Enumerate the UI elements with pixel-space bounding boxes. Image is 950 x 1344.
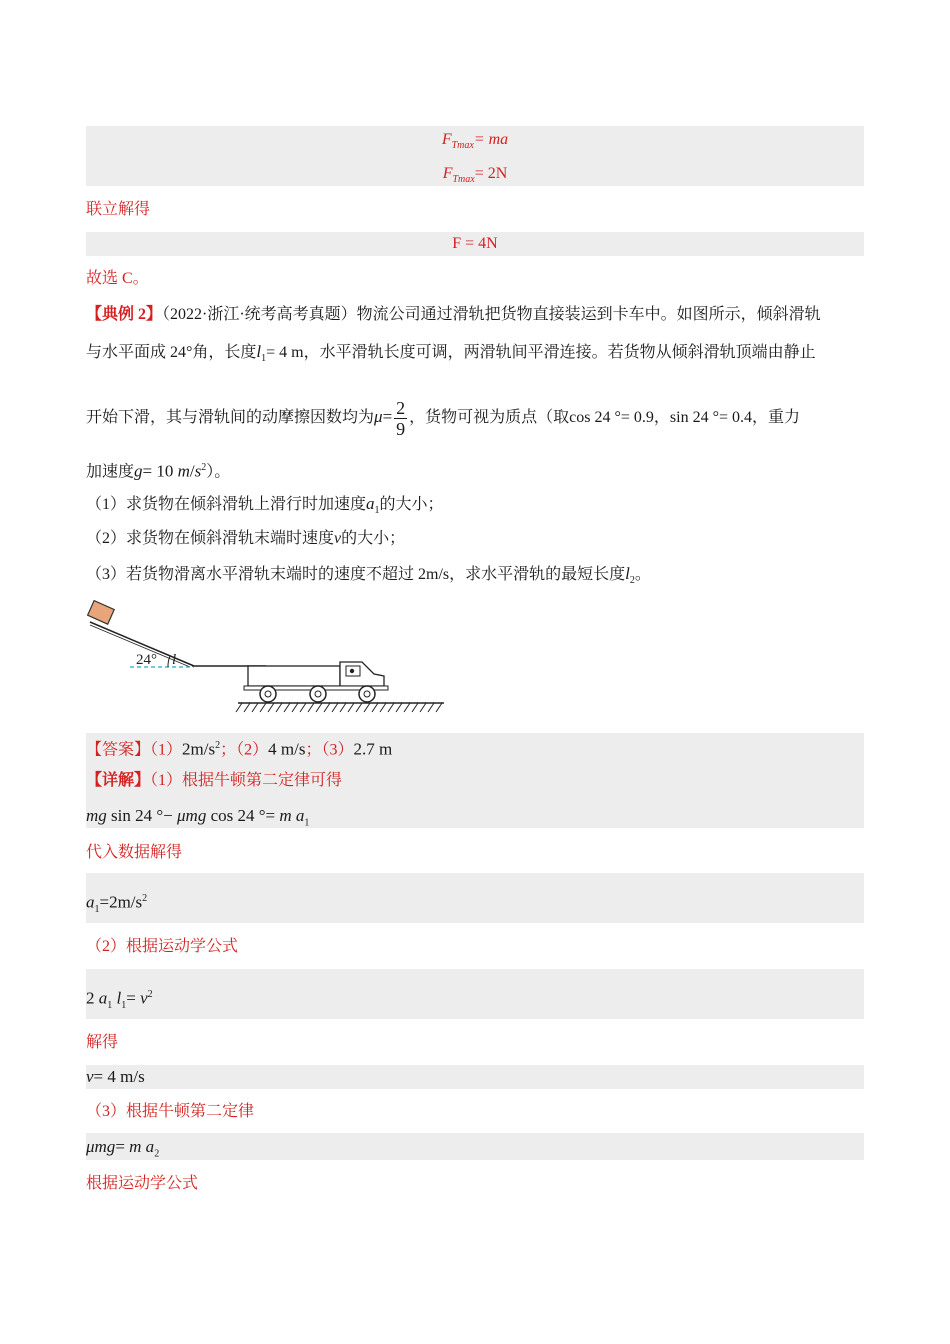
question-3-text: （3）若货物滑离水平滑轨末端时的速度不超过 2m/s，求水平滑轨的最短长度: [86, 566, 626, 583]
var-l: l: [112, 988, 122, 1008]
question-3-tail: 。: [634, 566, 651, 583]
sup-2: 2: [201, 462, 207, 473]
example-line-2: [86, 342, 816, 369]
question-3: [86, 564, 651, 591]
detail-line-1: [86, 771, 342, 791]
question-1: [86, 494, 444, 521]
example-text-1: （2022·浙江·统考高考真题）物流公司通过滑轨把货物直接装运到卡车中。如图所示，倾斜滑轨: [162, 306, 821, 323]
separator: ；: [220, 741, 237, 759]
sub-2: 2: [629, 575, 635, 587]
var-a: a: [98, 988, 108, 1008]
truck: [244, 662, 388, 702]
eq-f-value: F = 4N: [452, 235, 498, 252]
var-a: a: [86, 892, 95, 912]
wheel-hub-icon: [315, 691, 321, 697]
answer-part-2-value: 4 m/s: [268, 739, 306, 759]
var-v: v: [140, 988, 148, 1008]
answer-part-1-value: 2m/s: [182, 739, 216, 759]
slide-truck-figure: [84, 600, 454, 718]
var-v: v: [86, 1067, 94, 1086]
driver-icon: [350, 669, 354, 673]
var-mumg: μmg: [177, 806, 207, 825]
eq-friction-a2: [86, 1137, 159, 1164]
detail-text-5: （3）根据牛顿第二定律: [86, 1103, 255, 1120]
question-2: [86, 529, 405, 549]
example-line-1: [86, 305, 821, 325]
wheel-hub-icon: [364, 691, 370, 697]
sup-2: 2: [142, 893, 148, 904]
fraction-2-9: [394, 398, 407, 439]
sub-tmax: Tmax: [452, 174, 475, 186]
shade-eq-v: [86, 1065, 864, 1089]
truck-cargo-bed: [248, 666, 340, 686]
cos-term: cos 24 °=: [206, 806, 280, 825]
example-line-4: [86, 458, 230, 482]
text-guxuan: 故选 C。: [86, 270, 149, 287]
v-value: = 4 m/s: [93, 1067, 145, 1086]
sup-2: 2: [215, 740, 221, 751]
eq-kinematics: [86, 985, 153, 1016]
detail-text-3: （2）根据运动学公式: [86, 938, 239, 955]
unit-s: s: [194, 461, 202, 481]
slash: /: [189, 461, 195, 481]
equals: =: [126, 988, 141, 1008]
example-text-2a: 与水平面成 24°角，长度: [86, 344, 257, 361]
shade-eq-a1: [86, 873, 864, 923]
eq-newton-incline: [86, 806, 309, 833]
sub-1: 1: [304, 817, 310, 829]
eq-a1-value: [86, 889, 147, 920]
ground-hatching: [236, 703, 442, 712]
example-text-4c: ）。: [206, 463, 231, 481]
sub-1: 1: [374, 505, 380, 517]
sub-1: 1: [121, 1000, 127, 1012]
eq-f-4n: [86, 234, 864, 254]
equals: =: [115, 1137, 130, 1156]
var-F: F: [442, 165, 453, 182]
detail-text-6: 根据运动学公式: [86, 1175, 199, 1192]
shade-eq-kinematics: [86, 969, 864, 1019]
length-label: l: [172, 652, 177, 668]
example-tag: 【典例 2】: [86, 306, 163, 323]
answer-part-1-label: （1）: [150, 741, 183, 759]
crate: [88, 601, 115, 625]
sub-1: 1: [107, 1000, 113, 1012]
answer-line: [86, 736, 392, 760]
sin-term: sin 24 °−: [106, 806, 178, 825]
question-2-text: （2）求货物在倾斜滑轨末端时速度: [86, 530, 335, 547]
wheel-hub-icon: [265, 691, 271, 697]
eq-rest: = 2N: [474, 165, 508, 182]
var-mg: mg: [86, 806, 107, 825]
sub-1: 1: [94, 904, 100, 916]
detail-text-1: （1）根据牛顿第二定律可得: [150, 772, 343, 789]
var-F: F: [441, 131, 452, 148]
coef-2: 2: [86, 988, 99, 1008]
example-text-3a: 开始下滑，其与滑轨间的动摩擦因数均为: [86, 409, 375, 426]
answer-part-3-value: 2.7 m: [353, 739, 393, 759]
a1-value: =2m/s: [99, 892, 143, 912]
var-ma: m a: [129, 1137, 155, 1156]
var-v: v: [334, 530, 342, 547]
sub-1: 1: [261, 353, 267, 365]
var-g: g: [134, 461, 143, 481]
var-mu: μ: [374, 407, 383, 426]
unit-m: m: [177, 461, 190, 481]
question-1-tail: 的大小；: [379, 496, 444, 513]
denominator: 9: [396, 418, 406, 439]
text-lianli: 联立解得: [86, 201, 151, 218]
detail-tag: 【详解】: [86, 772, 151, 789]
var-mumg: μmg: [86, 1137, 116, 1156]
question-2-tail: 的大小；: [341, 530, 406, 547]
answer-part-3-label: （3）: [321, 741, 354, 759]
eq-rest: = ma: [473, 131, 509, 148]
equals: =: [382, 407, 393, 426]
var-l: l: [256, 342, 262, 361]
answer-tag: 【答案】: [86, 741, 151, 759]
eq-ftmax-2n: [86, 164, 864, 190]
sub-2: 2: [154, 1148, 160, 1160]
angle-label: 24°: [136, 652, 157, 668]
detail-text-4: 解得: [86, 1034, 119, 1051]
sub-tmax: Tmax: [451, 140, 474, 152]
example-text-4a: 加速度: [86, 463, 135, 481]
shade-eq-a2: [86, 1133, 864, 1160]
eq-ftmax-ma: [86, 130, 864, 156]
value-10: = 10: [142, 461, 178, 481]
sup-2: 2: [147, 989, 153, 1000]
example-text-2b: = 4 m，水平滑轨长度可调，两滑轨间平滑连接。若货物从倾斜滑轨顶端由静止: [266, 344, 816, 361]
var-a: a: [366, 494, 375, 513]
eq-v-value: [86, 1067, 145, 1087]
separator: ；: [305, 741, 322, 759]
detail-text-2: 代入数据解得: [86, 844, 183, 861]
var-l: l: [625, 564, 630, 583]
example-text-3b: ，货物可视为质点（取cos 24 °= 0.9，sin 24 °= 0.4，重力: [409, 409, 801, 426]
question-1-text: （1）求货物在倾斜滑轨上滑行时加速度: [86, 496, 367, 513]
numerator: 2: [396, 397, 406, 418]
answer-part-2-label: （2）: [236, 741, 269, 759]
var-ma: m a: [279, 806, 305, 825]
example-line-3: [86, 394, 800, 441]
